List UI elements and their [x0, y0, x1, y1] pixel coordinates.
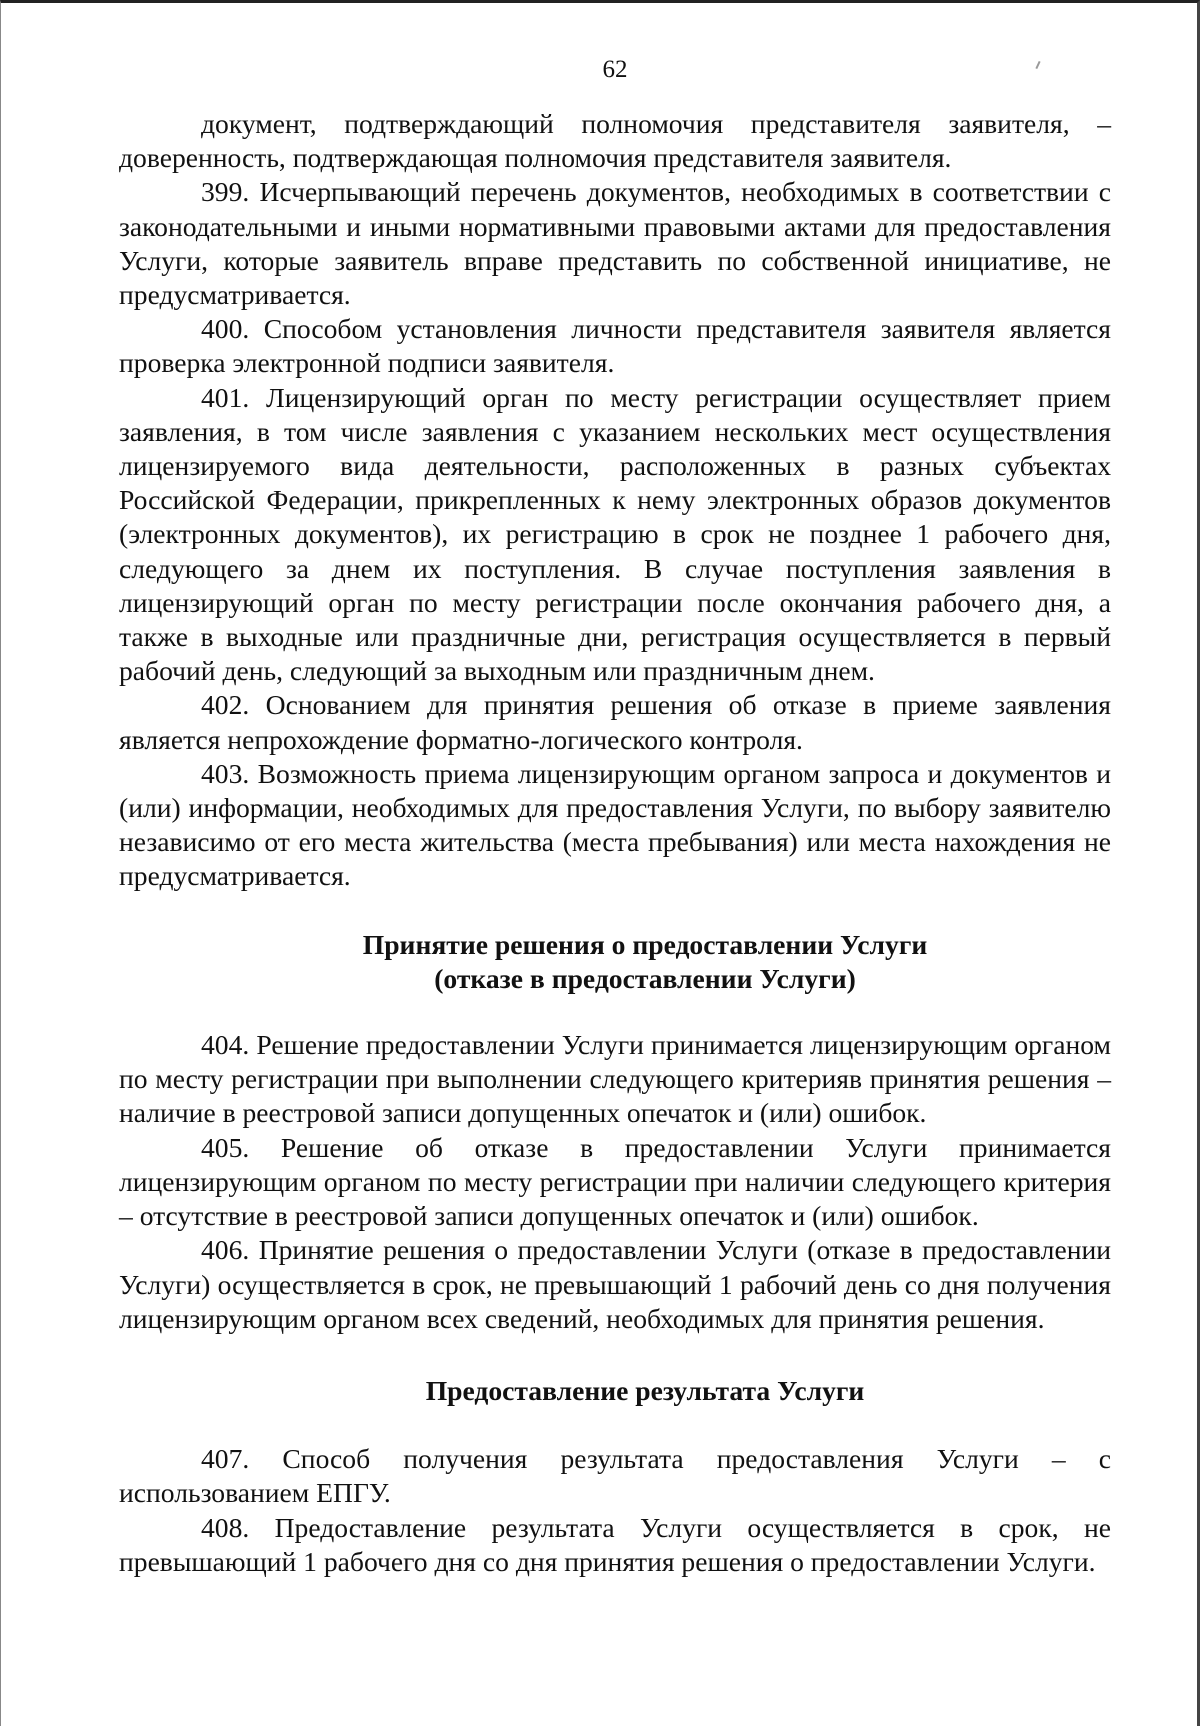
paragraph-400: 400. Способом установления личности представителя заявителя является проверка электронной подписи заявителя. [119, 313, 1111, 379]
page-number: 62 [602, 56, 628, 83]
paragraph-404: 404. Решение предоставлении Услуги принимается лицензирующим органом по месту регистрации при выполнении следующего критерияв принятия решения – наличие в реестровой записи допущенных опечаток и (или) ошибок. [119, 1029, 1111, 1129]
section-heading-decision-line-2: (отказе в предоставлении Услуги) [434, 962, 856, 994]
paragraph-406: 406. Принятие решения о предоставлении Услуги (отказе в предоставлении Услуги) осуществляется в срок, не превышающий 1 рабочий день со дня получения лицензирующим органом всех сведений, необходимых для принятия решения. [119, 1234, 1111, 1334]
paragraph-402: 402. Основанием для принятия решения об отказе в приеме заявления является непрохождение форматно-логического контроля. [119, 689, 1111, 755]
paragraph-407: 407. Способ получения результата предоставления Услуги – с использованием ЕПГУ. [119, 1443, 1111, 1509]
paragraph-408: 408. Предоставление результата Услуги осуществляется в срок, не превышающий 1 рабочего дня со дня принятия решения о предоставлении Услуги. [119, 1511, 1111, 1577]
section-heading-decision-line-1: Принятие решения о предоставлении Услуги [362, 928, 928, 960]
paragraph-399: 399. Исчерпывающий перечень документов, необходимых в соответствии с законодательными и иными нормативными правовыми актами для предоставления Услуги, которые заявитель вправе представить по собственной инициативе, не предусматривается. [119, 176, 1111, 311]
paragraph-representative-document: документ, подтверждающий полномочия представителя заявителя, – доверенность, подтверждающая полномочия представителя заявителя. [119, 108, 1111, 174]
paragraph-405: 405. Решение об отказе в предоставлении Услуги принимается лицензирующим органом по месту регистрации при наличии следующего критерия – отсутствие в реестровой записи допущенных опечаток и (или) ошибок. [119, 1131, 1111, 1232]
document-body [119, 53, 1111, 1579]
paragraph-403: 403. Возможность приема лицензирующим органом запроса и документов и (или) информации, необходимых для предоставления Услуги, по выбору заявителю независимо от его места жительства (места пребывания) или места нахождения не предусматривается. [119, 757, 1111, 892]
paragraph-401: 401. Лицензирующий орган по месту регистрации осуществляет прием заявления, в том числе заявления с указанием нескольких мест осуществления лицензируемого вида деятельности, расположенных в разных субъектах Российской Федерации, прикрепленных к нему электронных образов документов (электронных документов), их регистрацию в срок не позднее 1 рабочего дня, следующего за днем их поступления. В случае поступления заявления в лицензирующий орган по месту регистрации после окончания рабочего дня, а также в выходные или праздничные дни, регистрация осуществляется в первый рабочий день, следующий за выходным или праздничным днем. [119, 381, 1111, 687]
section-heading-result: Предоставление результата Услуги [425, 1374, 865, 1406]
